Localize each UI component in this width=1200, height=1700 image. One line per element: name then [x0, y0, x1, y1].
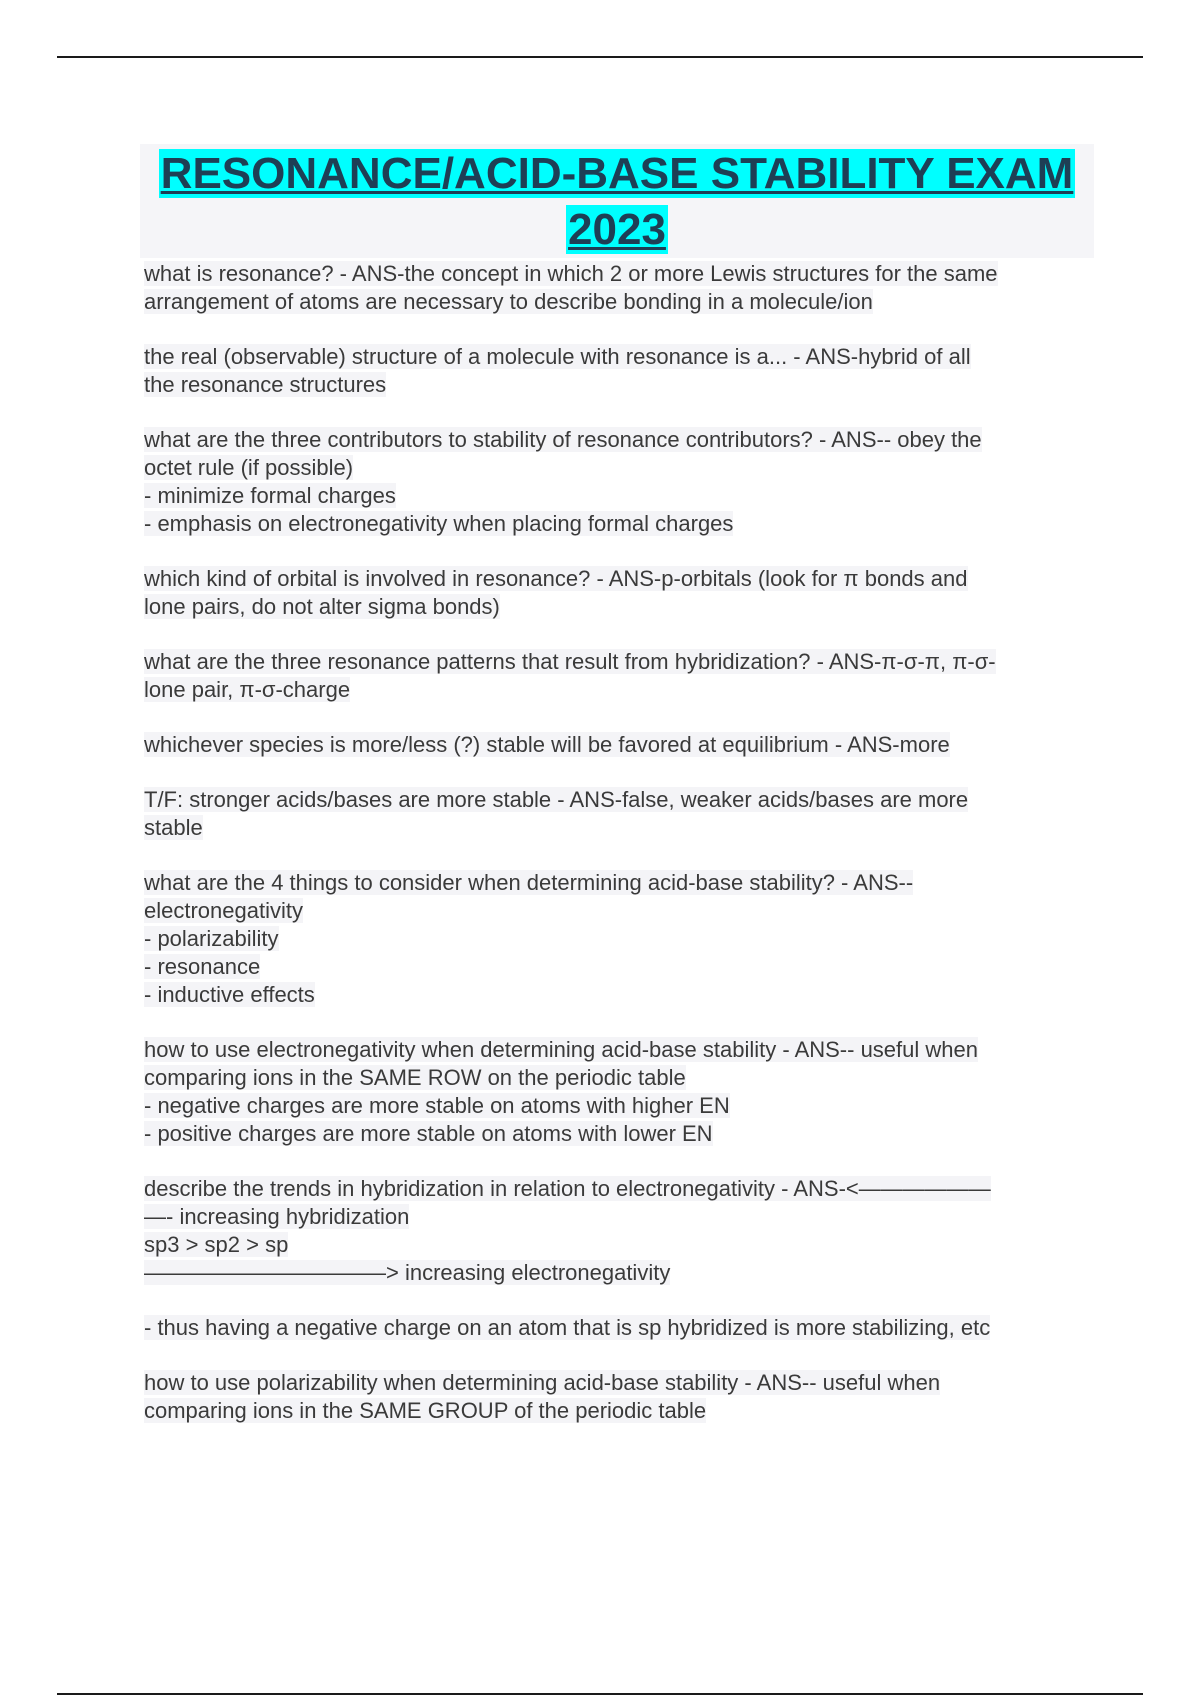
qa-line — [144, 426, 1090, 454]
footer-rule — [57, 1693, 1143, 1695]
qa-line-text: T/F: stronger acids/bases are more stable - ANS-false, weaker acids/bases are more — [144, 787, 969, 812]
qa-entry — [144, 426, 1090, 538]
qa-line-text: what is resonance? - ANS-the concept in which 2 or more Lewis structures for the same — [144, 261, 998, 286]
qa-line — [144, 371, 1090, 399]
qa-line — [144, 1314, 1090, 1342]
qa-line-text: - positive charges are more stable on atoms with lower EN — [144, 1121, 713, 1146]
qa-line — [144, 343, 1090, 371]
qa-line-text: octet rule (if possible) — [144, 455, 354, 480]
qa-entry — [144, 1175, 1090, 1287]
qa-line-text: arrangement of atoms are necessary to describe bonding in a molecule/ion — [144, 289, 873, 314]
qa-line-text: comparing ions in the SAME ROW on the periodic table — [144, 1065, 686, 1090]
qa-line — [144, 1259, 1090, 1287]
qa-line — [144, 1092, 1090, 1120]
qa-line — [144, 1369, 1090, 1397]
qa-entry — [144, 731, 1090, 759]
qa-line-text: which kind of orbital is involved in resonance? - ANS-p-orbitals (look for π bonds and — [144, 566, 968, 591]
qa-entry — [144, 1314, 1090, 1342]
qa-line-text: what are the three contributors to stability of resonance contributors? - ANS-- obey the — [144, 427, 982, 452]
qa-line — [144, 1203, 1090, 1231]
qa-entry — [144, 648, 1090, 704]
qa-line — [144, 676, 1090, 704]
title-block — [140, 144, 1094, 258]
qa-line-text: - emphasis on electronegativity when placing formal charges — [144, 511, 734, 536]
qa-line-text: what are the three resonance patterns that result from hybridization? - ANS-π-σ-π, π-σ- — [144, 649, 996, 674]
qa-line-text: whichever species is more/less (?) stable will be favored at equilibrium - ANS-more — [144, 732, 950, 757]
qa-line-text: describe the trends in hybridization in relation to electronegativity - ANS-<—————— — [144, 1176, 991, 1201]
qa-line-text: how to use polarizability when determining acid-base stability - ANS-- useful when — [144, 1370, 941, 1395]
qa-line — [144, 925, 1090, 953]
qa-line — [144, 869, 1090, 897]
qa-line — [144, 786, 1090, 814]
qa-line — [144, 454, 1090, 482]
qa-line — [144, 1175, 1090, 1203]
qa-line-text: —- increasing hybridization — [144, 1204, 410, 1229]
qa-entry — [144, 869, 1090, 1009]
qa-entry — [144, 1369, 1090, 1425]
qa-line — [144, 288, 1090, 316]
qa-entry — [144, 565, 1090, 621]
qa-entry — [144, 260, 1090, 316]
qa-line-text: what are the 4 things to consider when determining acid-base stability? - ANS-- — [144, 870, 914, 895]
qa-line — [144, 731, 1090, 759]
qa-line — [144, 1397, 1090, 1425]
header-rule — [57, 56, 1143, 58]
qa-line — [144, 1064, 1090, 1092]
qa-line-text: the resonance structures — [144, 372, 387, 397]
qa-line-text: sp3 > sp2 > sp — [144, 1232, 289, 1257]
document-title: RESONANCE/ACID-BASE STABILITY EXAM 2023 — [160, 149, 1074, 254]
qa-line-text: - inductive effects — [144, 982, 315, 1007]
qa-line — [144, 260, 1090, 288]
qa-line-text: - negative charges are more stable on atoms with higher EN — [144, 1093, 730, 1118]
qa-line — [144, 1231, 1090, 1259]
qa-line-text: lone pairs, do not alter sigma bonds) — [144, 594, 500, 619]
qa-entry — [144, 1036, 1090, 1148]
qa-line — [144, 953, 1090, 981]
qa-line-text: - resonance — [144, 954, 261, 979]
qa-line-text: comparing ions in the SAME GROUP of the periodic table — [144, 1398, 707, 1423]
qa-line-text: lone pair, π-σ-charge — [144, 677, 351, 702]
qa-line — [144, 648, 1090, 676]
qa-line — [144, 565, 1090, 593]
qa-line-text: the real (observable) structure of a molecule with resonance is a... - ANS-hybrid of all — [144, 344, 971, 369]
qa-line — [144, 897, 1090, 925]
document-body — [144, 144, 1090, 1452]
qa-line — [144, 981, 1090, 1009]
qa-entry — [144, 786, 1090, 842]
qa-line-text: - minimize formal charges — [144, 483, 396, 508]
qa-line-text: electronegativity — [144, 898, 303, 923]
qa-line — [144, 482, 1090, 510]
qa-entry — [144, 343, 1090, 399]
qa-line — [144, 593, 1090, 621]
qa-line — [144, 510, 1090, 538]
qa-line-text: ———————————> increasing electronegativity — [144, 1260, 671, 1285]
qa-line — [144, 1120, 1090, 1148]
qa-line-text: how to use electronegativity when determining acid-base stability - ANS-- useful when — [144, 1037, 978, 1062]
qa-list — [144, 260, 1090, 1425]
qa-line — [144, 1036, 1090, 1064]
qa-line — [144, 814, 1090, 842]
qa-line-text: - polarizability — [144, 926, 279, 951]
qa-line-text: - thus having a negative charge on an atom that is sp hybridized is more stabilizing, etc — [144, 1315, 991, 1340]
qa-line-text: stable — [144, 815, 203, 840]
